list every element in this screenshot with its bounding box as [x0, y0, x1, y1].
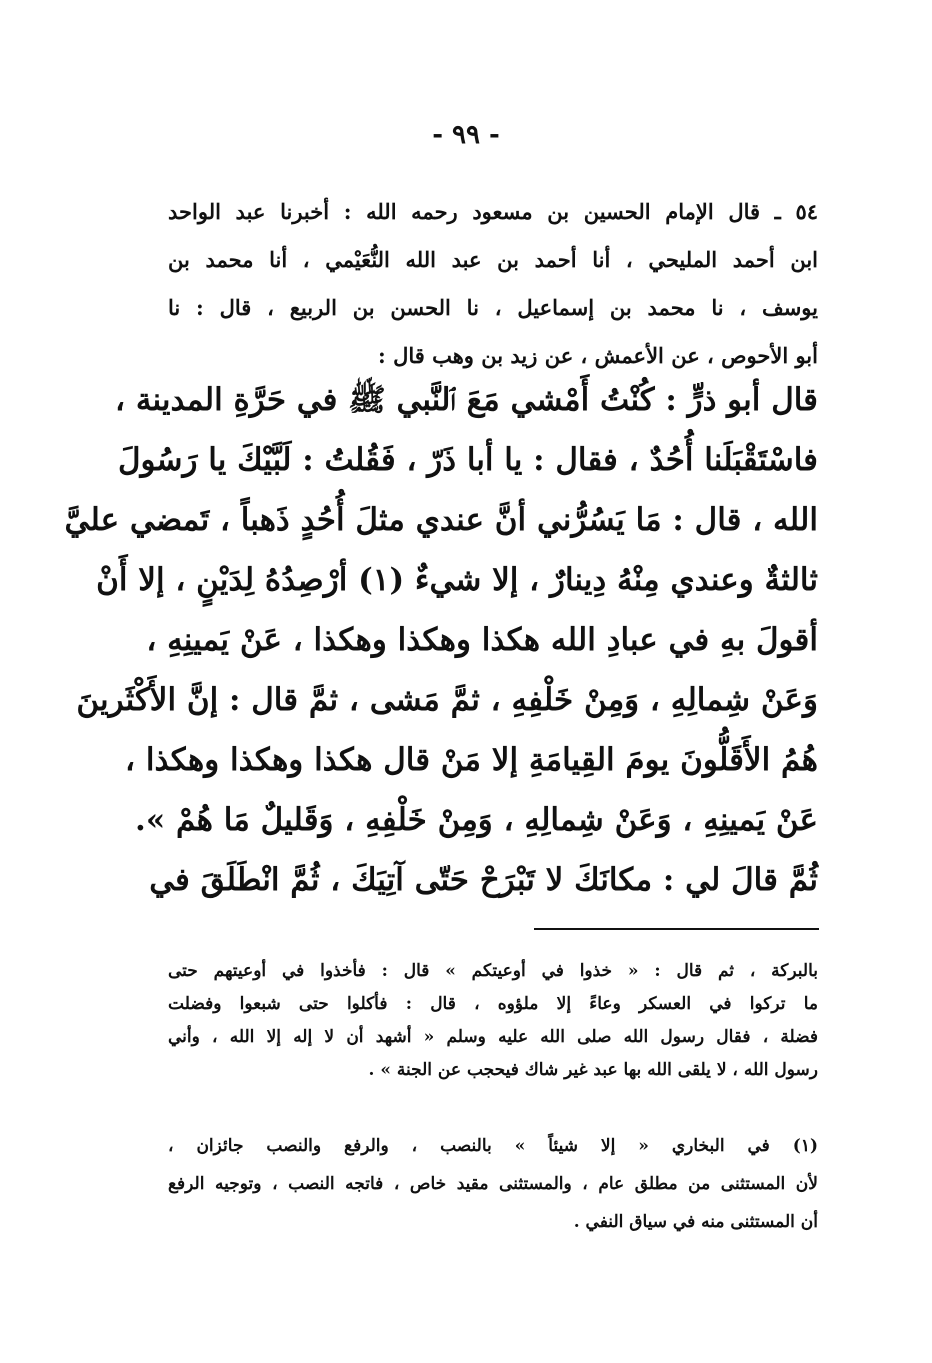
- footnote-continuation: [168, 955, 818, 1087]
- text-line: ثُمَّ قالَ لي : مكانَكَ لا تَبْرَحْ حَتّى آتِيَكَ ، ثُمَّ انْطَلَقَ في: [149, 862, 818, 898]
- text-line: قال أبو ذرٍّ : كُنْتُ أَمْشي مَعَ ٱلنَّبي ﷺ في حَرَّةِ المدينة ،: [115, 382, 818, 418]
- footnote-line: أن المستثنى منه في سياق النفي .: [573, 1212, 818, 1232]
- footnote-line: ما تركوا في العسكر وعاءً إلا ملؤوه ، قال : فأكلوا حتى شبعوا وفضلت: [168, 994, 818, 1014]
- footnote-line: رسول الله ، لا يلقى الله بها عبد غير شاك فيحجب عن الجنة » .: [368, 1060, 818, 1080]
- text-line: أبو الأحوص ، عن الأعمش ، عن زيد بن وهب قال :: [378, 343, 818, 368]
- text-line: ابن أحمد المليحي ، أنا أحمد بن عبد الله النُّعَيْمي ، أنا محمد بن: [168, 247, 818, 272]
- page-number: - ٩٩ -: [432, 120, 500, 150]
- text-line: عَنْ يَمينِهِ ، وَعَنْ شِمالِهِ ، وَمِنْ خَلْفِهِ ، وَقَليلٌ مَا هُمْ ».: [135, 802, 818, 838]
- footnote-line: بالبركة ، ثم قال : « خذوا في أوعيتكم » قال : فأخذوا في أوعيتهم حتى: [168, 961, 818, 981]
- text-line: ٥٤ ـ قال الإمام الحسين بن مسعود رحمه الله : أخبرنا عبد الواحد: [168, 199, 818, 224]
- footnote-1: [168, 1127, 818, 1241]
- text-line: وَعَنْ شِمالِهِ ، وَمِنْ خَلْفِهِ ، ثمَّ مَشى ، ثمَّ قال : إنَّ الأَكْثَرينَ: [76, 682, 818, 718]
- footnote-divider: [534, 928, 819, 930]
- text-line: هُمُ الأَقَلُّونَ يومَ القِيامَةِ إلا مَنْ قال هكذا وهكذا وهكذا ،: [125, 742, 818, 778]
- text-line: يوسف ، نا محمد بن إسماعيل ، نا الحسن بن الربيع ، قال : نا: [168, 295, 818, 320]
- text-line: الله ، قال : مَا يَسُرُّني أنَّ عندي مثلَ أُحُدٍ ذَهباً ، تَمضي عليَّ: [64, 502, 818, 538]
- isnad-paragraph: [168, 188, 818, 380]
- footnote-line: لأن المستثنى من مطلق عام ، والمستثنى مقيد خاص ، فاتجه النصب ، وتوجيه الرفع: [168, 1174, 818, 1194]
- footnote-line: فضلة ، فقال رسول الله صلى الله عليه وسلم « أشهد أن لا إله إلا الله ، وأني: [168, 1027, 818, 1047]
- footnote-line: (١) في البخاري « إلا شيئاً » بالنصب ، والرفع والنصب جائزان ،: [168, 1136, 818, 1156]
- hadith-text: [64, 370, 818, 910]
- text-line: ثالثةٌ وعندي مِنْهُ دِينارٌ ، إلا شيءٌ (١) أرْصِدُهُ لِدَيْنٍ ، إلا أَنْ: [96, 562, 818, 598]
- text-line: أقولَ بهِ في عبادِ الله هكذا وهكذا وهكذا ، عَنْ يَمينِهِ ،: [146, 622, 818, 658]
- text-line: فاسْتَقْبَلَنا أُحُدٌ ، فقال : يا أبا ذَرّ ، فَقُلتُ : لَبَّيْكَ يا رَسُولَ: [118, 442, 818, 478]
